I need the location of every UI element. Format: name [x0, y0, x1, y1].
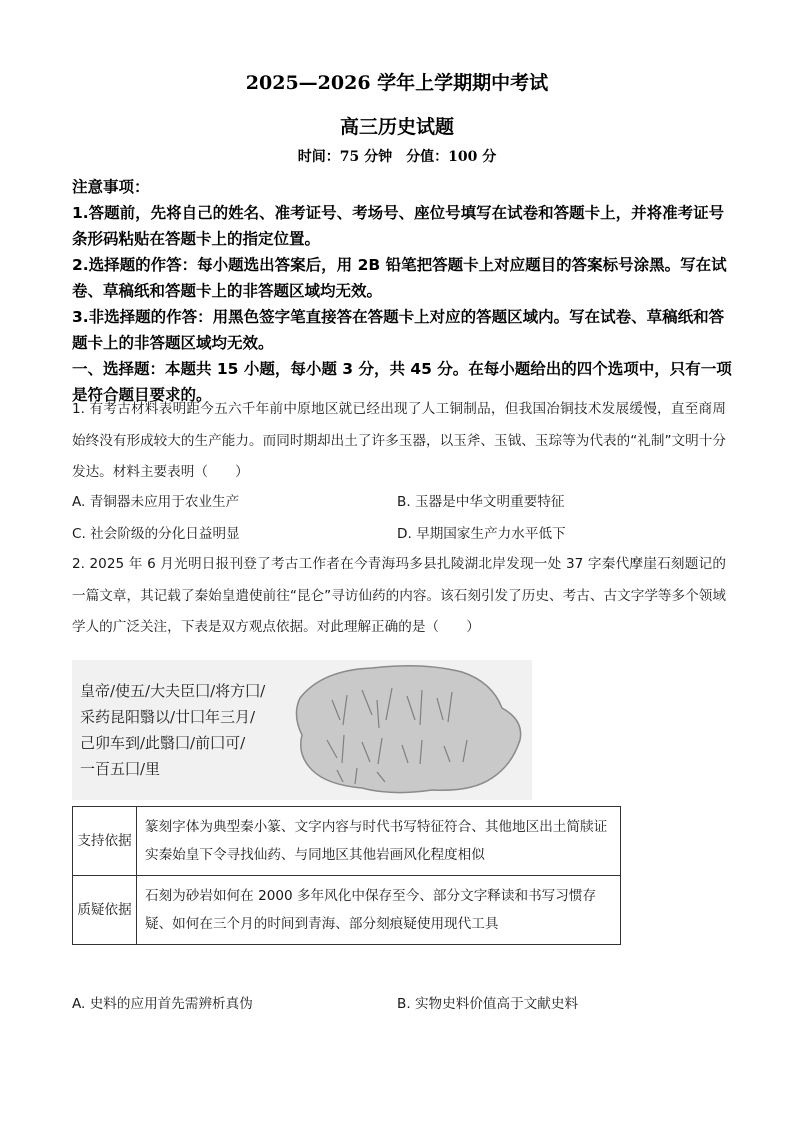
question-2-option-b[interactable]: B. 实物史料价值高于文献史料: [397, 996, 579, 1012]
table-cell-content: 石刻为砂岩如何在 2000 多年风化中保存至今、部分文字释读和书写习惯存疑、如何在三个月的时间到青海、部分刻痕疑使用现代工具: [137, 876, 621, 945]
figure-line-1: 皇帝/使五/大夫臣囗/将方囗/: [80, 682, 266, 700]
note-item: 3.非选择题的作答：用黑色签字笔直接答在答题卡上对应的答题区域内。写在试卷、草稿纸和答题卡上的非答题区域均无效。: [72, 308, 725, 352]
question-1-option-c[interactable]: C. 社会阶级的分化日益明显: [72, 526, 240, 542]
evidence-table: [72, 806, 621, 945]
figure-line-3: 己卯车到/此翳囗/前囗可/: [80, 734, 246, 752]
question-1-option-a[interactable]: A. 青铜器未应用于农业生产: [72, 494, 240, 510]
notes-heading: 注意事项：: [72, 178, 150, 196]
figure-line-4: 一百五囗/里: [80, 760, 161, 778]
note-item: 1.答题前，先将自己的姓名、准考证号、考场号、座位号填写在试卷和答题卡上，并将准考证号条形码粘贴在答题卡上的指定位置。: [72, 204, 725, 248]
section-heading: 一、选择题：本题共 15 小题，每小题 3 分，共 45 分。在每小题给出的四个选项中，只有一项是符合题目要求的。: [72, 360, 732, 404]
exam-subtitle: 高三历史试题: [339, 116, 454, 138]
question-1-option-b[interactable]: B. 玉器是中华文明重要特征: [397, 494, 565, 510]
exam-time-score: 时间：75 分钟 分值：100 分: [297, 149, 497, 165]
table-cell-label: 支持依据: [73, 807, 137, 876]
exam-title: 2025—2026 学年上学期期中考试: [245, 72, 549, 94]
table-cell-content: 篆刻字体为典型秦小篆、文字内容与时代书写特征符合、其他地区出土简牍证实秦始皇下令寻找仙药、与同地区其他岩画风化程度相似: [137, 807, 621, 876]
figure-line-2: 采药昆阳翳以/廿囗年三月/: [80, 708, 256, 726]
question-2-option-a[interactable]: A. 史料的应用首先需辨析真伪: [72, 996, 253, 1012]
table-row: [73, 807, 621, 876]
question-1-option-d[interactable]: D. 早期国家生产力水平低下: [397, 526, 566, 542]
question-1-stem: 1. 有考古材料表明距今五六千年前中原地区就已经出现了人工铜制品，但我国冶铜技术发展缓慢，直至商周始终没有形成较大的生产能力。而同时期却出土了许多玉器，以玉斧、玉钺、玉琮等为代表的“礼制”文明十分发达。材料主要表明（ ）: [72, 401, 726, 480]
table-row: [73, 876, 621, 945]
note-item: 2.选择题的作答：每小题选出答案后，用 2B 铅笔把答题卡上对应题目的答案标号涂黑。写在试卷、草稿纸和答题卡上的非答题区域均无效。: [72, 256, 727, 300]
notes-block: [72, 174, 732, 408]
question-2-stem: 2. 2025 年 6 月光明日报刊登了考古工作者在今青海玛多县扎陵湖北岸发现一处 37 字秦代摩崖石刻题记的一篇文章，其记载了秦始皇遣使前往“昆仑”寻访仙药的内容。该石刻引发了历史、考古、古文字学等多个领域学人的广泛关注，下表是双方观点依据。对此理解正确的是（ ）: [72, 556, 726, 635]
inscription-figure: [72, 660, 532, 800]
table-cell-label: 质疑依据: [73, 876, 137, 945]
